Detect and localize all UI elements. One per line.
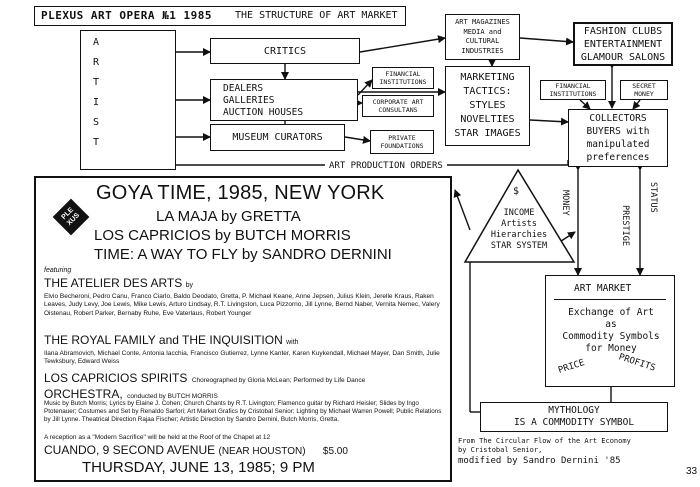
secret-money-box: SECRET MONEY: [620, 80, 668, 100]
royal-with: with: [286, 339, 299, 346]
collectors-box: COLLECTORS BUYERS with manipulated preferences: [568, 109, 668, 167]
artist-letter: I: [92, 97, 100, 108]
art-market-title: ART MARKET: [574, 283, 632, 294]
exchange-text: Exchange of Art as Commodity Symbols for Money: [562, 307, 660, 354]
museum-curators-box: MUSEUM CURATORS: [210, 124, 345, 151]
atelier-heading: [44, 276, 193, 290]
prestige-label: PRESTIGE: [620, 205, 630, 246]
arrow-dealers-financial: [358, 80, 372, 95]
poster-title: GOYA TIME, 1985, NEW YORK: [96, 182, 385, 204]
spirits-heading-text: LOS CAPRICIOS SPIRITS: [44, 371, 188, 385]
artist-column: [80, 30, 176, 170]
financial-institutions-box: FINANCIAL INSTITUTIONS: [372, 67, 434, 89]
venue-line: [44, 443, 348, 457]
reception-note: A reception as a "Modern Sacrifice" will be held at the Roof of the Chapel at 12: [44, 434, 271, 441]
spirits-note: Choreographed by Gloria McLean; Performed by Life Dance: [191, 377, 366, 384]
arrow-financial2-collectors: [580, 100, 590, 109]
financial-institutions-box-2: FINANCIAL INSTITUTIONS: [540, 80, 606, 100]
price-label: PRICE: [557, 358, 586, 376]
arrow-museum-foundations: [345, 137, 370, 141]
source-line-2: by Cristobal Senior,: [458, 446, 543, 454]
arrow-triangle-left: [455, 190, 470, 230]
header-bar: [34, 6, 406, 26]
profits-label: PROFITS: [617, 352, 657, 374]
mythology-box: MYTHOLOGY IS A COMMODITY SYMBOL: [480, 402, 668, 432]
atelier-names: Elvio Becheroni, Pedro Canu, Franco Ciarlo, Baldo Deodato, Gretta, P. Michael Keane, Anne Jepsen, Julius Klein, Jerelle Kraus, Raken Leaves, Judy Levy, Joe Lewis, Mike Lewis, Arturo Lindsay, R.T. Livingston, Luca Pizzorno, Jill Lynne, Bernd Naber, Vernita Nemec, Valery Oistenau, Robert Parker, Bernaby Ruhe, Eve Vaterlaus, Robert Younger: [44, 293, 440, 317]
production-orders-label: ART PRODUCTION ORDERS: [325, 161, 447, 171]
fashion-clubs-box: FASHION CLUBS ENTERTAINMENT GLAMOUR SALONS: [573, 22, 673, 66]
triangle-text: INCOME Artists Hierarchies STAR SYSTEM: [490, 208, 548, 251]
arrow-magazines-fashion: [520, 38, 573, 42]
money-label: MONEY: [560, 190, 570, 216]
artist-letter: T: [92, 77, 100, 88]
royal-heading: [44, 333, 299, 347]
art-market-box: [545, 275, 675, 387]
artist-letter: R: [92, 57, 100, 68]
royal-names: Ilana Abramovich, Michael Conte, Antonia Iacchia, Francisco Gutierrez, Lynne Kanter, Karen Kuykendall, Michael Mayer, Dan Smith, Julie Tewksbury, Edward Weiss: [44, 350, 440, 366]
event-date: THURSDAY, JUNE 13, 1985; 9 PM: [82, 459, 315, 476]
poster-line-1: LA MAJA by GRETTA: [156, 208, 301, 225]
artist-letter: S: [92, 117, 100, 128]
royal-heading-text: THE ROYAL FAMILY and THE INQUISITION: [44, 333, 283, 347]
event-poster: [34, 176, 452, 482]
orchestra-heading-text: ORCHESTRA,: [44, 387, 123, 401]
header-brand: PLEXUS ART OPERA №1 1985: [41, 9, 212, 22]
orchestra-note: conducted by BUTCH MORRIS: [127, 393, 218, 400]
art-magazines-box: ART MAGAZINES MEDIA and CULTURAL INDUSTRIES: [445, 14, 520, 60]
arrow-critics-magazines: [360, 38, 445, 52]
artist-letter: T: [92, 137, 100, 148]
critics-box: CRITICS: [210, 38, 360, 64]
atelier-heading-text: THE ATELIER DES ARTS: [44, 276, 183, 290]
source-line-1: From The Circular Flow of the Art Economy: [458, 437, 631, 445]
artist-letter: A: [92, 37, 100, 48]
dollar-sign: $: [513, 186, 520, 197]
marketing-tactics-box: MARKETING TACTICS: STYLES NOVELTIES STAR IMAGES: [445, 66, 530, 146]
dealers-box: DEALERS GALLERIES AUCTION HOUSES: [210, 79, 358, 121]
private-foundations-box: PRIVATE FOUNDATIONS: [370, 130, 434, 154]
credits: Music by Butch Morris; Lyrics by Elaine J. Cohen; Church Chants by R.T. Livington; Flamenco guitar by Richard Heisler; Slides by Ingo Ptotenauer; Costumes and Set by Renaldo Sarfori; Art Market Grafics by Cristobal Senior; Lighting by Michael Warren Powell; Public Relations by Jill Lynne. Theatrical Direction Rajaa Fischer; Artistic Direction by Sandro Dernini, Butch Morris, Gretta.: [44, 400, 442, 423]
featuring-label: featuring: [44, 267, 72, 274]
ticket-price: $5.00: [322, 446, 348, 457]
poster-line-3: TIME: A WAY TO FLY by SANDRO DERNINI: [94, 246, 392, 263]
atelier-by: by: [185, 282, 194, 289]
page-number: 33: [686, 466, 698, 477]
header-title: THE STRUCTURE OF ART MARKET: [235, 10, 398, 21]
artist-letters: [81, 37, 111, 148]
venue-near: (NEAR HOUSTON): [218, 446, 306, 457]
arrow-secret-collectors: [633, 100, 640, 109]
source-line-3: modified by Sandro Dernini '85: [458, 456, 621, 466]
venue: CUANDO, 9 SECOND AVENUE: [44, 443, 216, 457]
corporate-art-consultants-box: CORPORATE ART CONSULTANS: [362, 95, 434, 117]
poster-line-2: LOS CAPRICIOS by BUTCH MORRIS: [94, 227, 351, 244]
plexus-logo: PLE XUS: [53, 199, 90, 236]
source-note: [458, 437, 693, 466]
status-label: STATUS: [648, 182, 658, 213]
arrow-marketing-collectors: [530, 120, 568, 122]
